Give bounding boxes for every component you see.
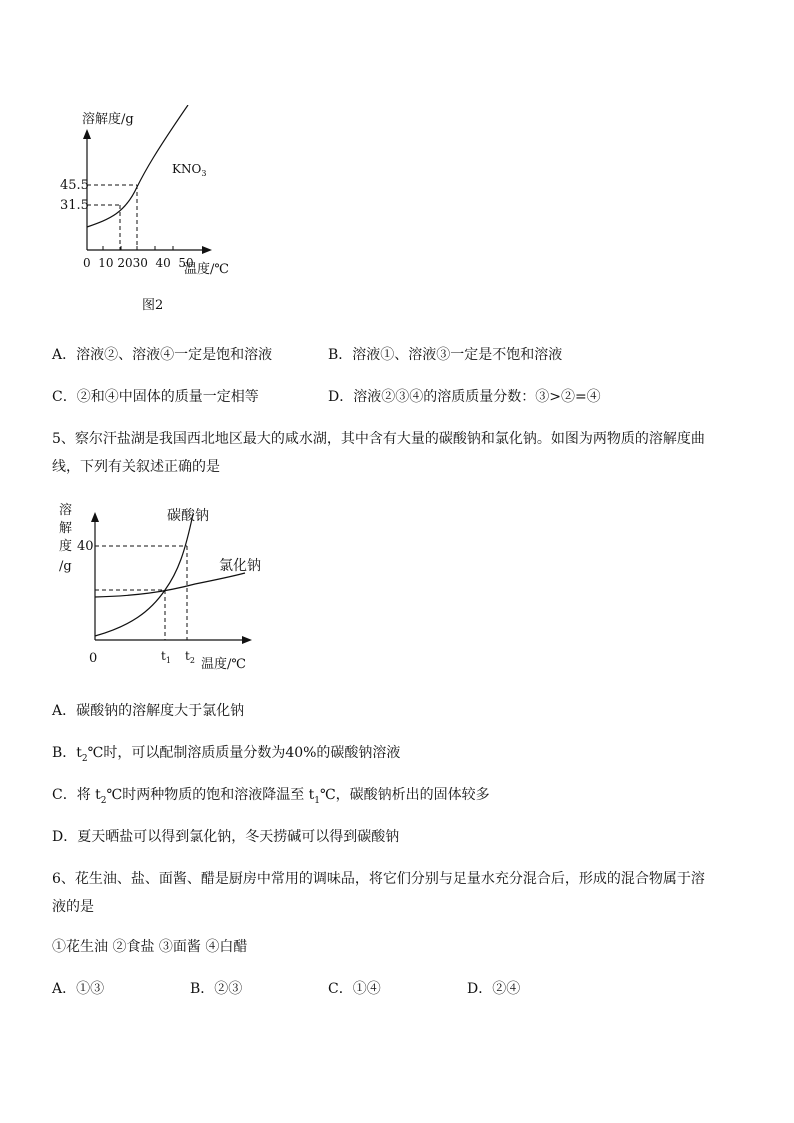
q5-stem-line-2: 线，下列有关叙述正确的是: [52, 459, 220, 475]
q5-fig-ylabel-3: 度: [59, 539, 73, 554]
q5-stem-line-1: 5、察尔汗盐湖是我国西北地区最大的咸水湖，其中含有大量的碳酸钠和氯化钠。如图为两物质的溶解度曲: [52, 431, 705, 447]
q6-option-b: B．②③: [190, 981, 243, 997]
q4-option-c: C．②和④中固体的质量一定相等: [52, 389, 259, 405]
q5-fig-sodium-chloride-curve: [95, 573, 245, 597]
q5-fig-t2-label: $t_2$: [185, 649, 195, 665]
figure-2-y-arrow: [83, 129, 91, 139]
q4-option-a: A．溶液②、溶液④一定是饱和溶液: [52, 347, 273, 363]
q5-fig-y-arrow: [91, 512, 99, 522]
q5-fig-ylabel-2: 解: [59, 521, 73, 536]
q5-fig-ytick-40: 40: [77, 539, 94, 554]
q5-fig-sodium-carbonate-curve: [95, 514, 193, 636]
q5-fig-origin: 0: [89, 651, 98, 666]
q6-stem-line-2: 液的是: [52, 899, 94, 915]
q6-items: ①花生油 ②食盐 ③面酱 ④白醋: [52, 939, 248, 955]
figure-2-x-arrow: [202, 246, 212, 254]
figure-2-ylabel: 溶解度/g: [82, 112, 134, 127]
q6-option-d: D．②④: [467, 981, 521, 997]
figure-2-xlabel: 温度/℃: [184, 262, 229, 277]
figure-2-kno3-solubility: [60, 105, 260, 285]
figure-2-ytick-high: 45.5: [60, 178, 89, 193]
q5-option-a: A．碳酸钠的溶解度大于氯化钠: [52, 703, 245, 719]
q5-fig-x-arrow: [242, 636, 252, 644]
q6-stem-line-1: 6、花生油、盐、面酱、醋是厨房中常用的调味品，将它们分别与足量水充分混合后，形成的混合物属于溶: [52, 871, 705, 887]
figure-2-ytick-low: 31.5: [60, 198, 89, 213]
q5-option-c: C．将 $t_2℃$时两种物质的饱和溶液降温至 $t_1℃$，碳酸钠析出的固体较多: [52, 787, 490, 806]
q5-fig-ylabel-1: 溶: [59, 503, 73, 518]
q5-fig-xlabel: 温度/℃: [201, 657, 246, 672]
q5-fig-sodium-carbonate-label: 碳酸钠: [167, 508, 209, 524]
q4-option-d: D．溶液②③④的溶质质量分数：③>②=④: [328, 389, 601, 405]
q5-solubility-figure: [55, 500, 265, 678]
figure-2-xticks: 0 10 2030 40 50: [83, 256, 194, 270]
figure-2-caption: 图2: [142, 298, 164, 313]
q6-option-a: A．①③: [52, 981, 105, 997]
q4-option-b: B．溶液①、溶液③一定是不饱和溶液: [328, 347, 563, 363]
q5-option-d: D．夏天晒盐可以得到氯化钠，冬天捞碱可以得到碳酸钠: [52, 829, 400, 845]
q5-fig-sodium-chloride-label: 氯化钠: [219, 558, 261, 574]
q6-option-c: C．①④: [328, 981, 381, 997]
q5-option-b: B．$t_2℃$时，可以配制溶质质量分数为40%的碳酸钠溶液: [52, 745, 401, 764]
figure-2-series-label: $KNO_3$: [172, 162, 207, 178]
q5-fig-t1-label: $t_1$: [161, 649, 171, 665]
q5-fig-ylabel-4: /g: [59, 559, 72, 574]
